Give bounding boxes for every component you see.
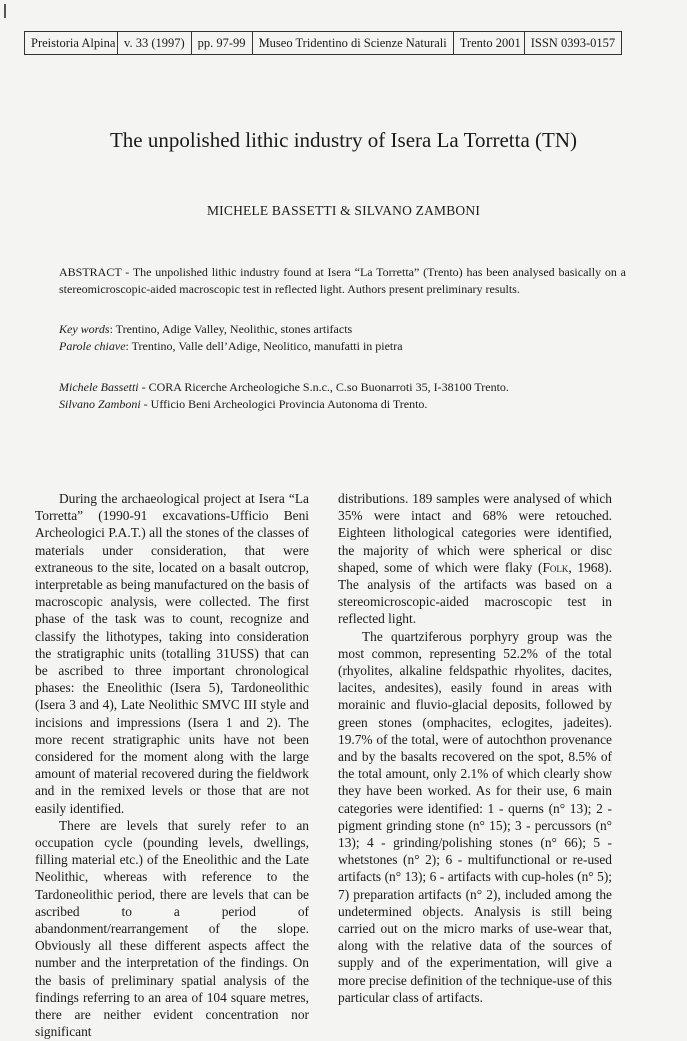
keywords-block — [59, 321, 626, 355]
keywords-label-it: Parole chiave — [59, 339, 126, 353]
body-column-right — [338, 490, 612, 1006]
paper-title: The unpolished lithic industry of Isera La Torretta (TN) — [109, 128, 577, 152]
affiliation-1 — [59, 379, 626, 396]
affiliation-name: Michele Bassetti — [59, 380, 139, 394]
keywords-en — [59, 321, 626, 338]
page-edge-mark — [4, 4, 6, 18]
body-text: , 1968). The analysis of the artifacts was based on a stereomicroscopic-aided macroscopic test in reflected light. — [338, 559, 612, 627]
abstract: ABSTRACT - The unpolished lithic industry found at Isera “La Torretta” (Trento) has been analysed basically on a stereomicroscopic-aided macroscopic test in reflected light. Authors present preliminary results. — [59, 265, 626, 296]
body-paragraph: The quartziferous porphyry group was the most common, representing 52.2% of the total (rhyolites, alkaline feldspathic rhyolites, dacites, lacites, andesites), easily found in areas with morainic and fluvio-glacial deposits, followed by green stones (omphacites, eclogites, jadeites). 19.7% of the total, were of autochthon provenance and by the basalts recovered on the spot, 8.5% of the total amount, only 2.1% of which clearly show they have been worked. As for their use, 6 main categories were identified: 1 - querns (n° 13); 2 - pigment grinding stone (n° 15); 3 - percussors (n° 13); 4 - grinding/polishing stones (n° 66); 5 - whetstones (n° 2); 6 - multifunctional or re-used artifacts (n° 13); 6 - artifacts with cup-holes (n° 5); 7) preparation artifacts (n° 2), included among the undetermined objects. Analysis is still being carried out on the micro marks of use-wear that, along with the relative data of the sources of supply and of the experimentation, will give a more precise definition of the technique-use of this particular class of artifacts. — [338, 628, 612, 1005]
affiliation-text: - CORA Ricerche Archeologiche S.n.c., C.so Buonarroti 35, I-38100 Trento. — [138, 380, 509, 394]
affiliation-text: - Ufficio Beni Archeologici Provincia Autonoma di Trento. — [140, 397, 428, 411]
journal-header — [24, 31, 622, 55]
keywords-text: : Trentino, Adige Valley, Neolithic, stones artifacts — [109, 322, 353, 336]
journal-name: Preistoria Alpina — [25, 32, 118, 54]
body-text: distributions. 189 samples were analysed of which 35% were intact and 68% were retouched. Eighteen lithological categories were identified, the majority of which were spherical or disc shaped, some of which were flaky ( — [338, 491, 612, 575]
affiliation-2 — [59, 396, 626, 413]
journal-pages: pp. 97-99 — [192, 32, 253, 54]
body-column-left — [35, 490, 309, 1041]
keywords-text-it: : Trentino, Valle dell’Adige, Neolitico, manufatti in pietra — [125, 339, 403, 353]
body-paragraph: There are levels that surely refer to an occupation cycle (pounding levels, dwellings, filling material etc.) of the Eneolithic and the Late Neolithic, whereas with reference to the Tardoneolithic period, there are levels that can be ascribed to a period of abandonment/rearrangement of the slope. Obviously all these different aspects affect the number and the interpretation of the findings. On the basis of preliminary spatial analysis of the findings referring to an area of 104 square metres, there are neither evident concentration nor significant — [35, 817, 309, 1040]
journal-place-year: Trento 2001 — [454, 32, 525, 54]
paper-authors: MICHELE BASSETTI & SILVANO ZAMBONI — [206, 203, 481, 218]
keywords-label: Key words — [59, 322, 110, 336]
body-paragraph — [338, 490, 612, 628]
keywords-it — [59, 338, 626, 355]
affiliation-name: Silvano Zamboni — [59, 397, 141, 411]
affiliations — [59, 379, 626, 413]
journal-publisher: Museo Tridentino di Scienze Naturali — [253, 32, 454, 54]
body-paragraph: During the archaeological project at Isera “La Torretta” (1990-91 excavations-Ufficio Beni Archeologici P.A.T.) all the stones of the classes of materials under consideration, that were extraneous to the site, located on a basalt outcrop, interpretable as being manufactured on the basis of macroscopic analysis, were collected. The first phase of the task was to count, recognize and classify the lithotypes, taking into consideration the stratigraphic units (totalling 31USS) that can be ascribed to three important chronological phases: the Eneolithic (Isera 5), Tardoneolithic (Isera 3 and 4), Late Neolithic SMVC III style and incisions and impressions (Isera 1 and 2). The more recent stratigraphic units have not been considered for the moment along with the large amount of material recovered during the fieldwork and in the remixed levels or those that are not easily identified. — [35, 491, 309, 816]
journal-volume: v. 33 (1997) — [118, 32, 192, 54]
citation: Folk — [542, 559, 569, 575]
journal-issn: ISSN 0393-0157 — [530, 35, 616, 50]
